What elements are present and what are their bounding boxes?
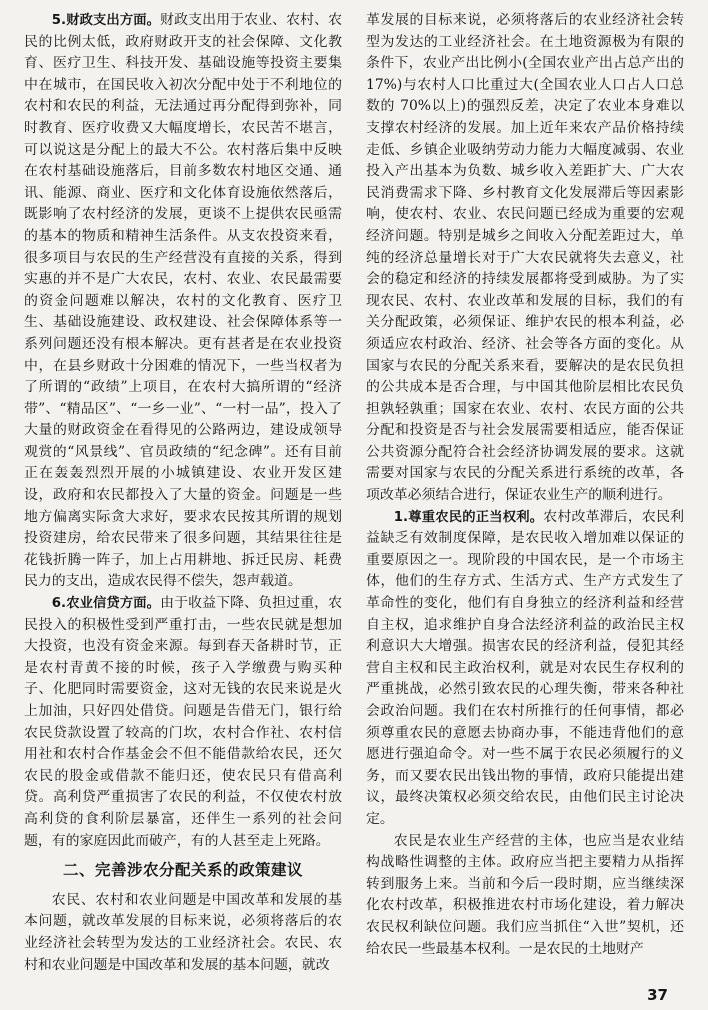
section-heading: 二、完善涉农分配关系的政策建议 (62, 861, 303, 880)
page-number: 37 (647, 986, 668, 1004)
paragraph-farmer-subject: 农民是农业生产经营的主体，也应当是农业结构战略性调整的主体。政府应当把主要精力从指挥转到服务上来。当前和今后一段时期，应当继续深化农村改革，积极推进农村市场化建设，着力解决农民权利缺位问题。我们应当抓住“入世”契机，还给农民一些最基本权利。一是农民的土地财产 (366, 832, 684, 957)
paragraph-continued: 革发展的目标来说，必须将落后的农业经济社会转型为发达的工业经济社会。在土地资源极为有限的条件下，农业产出比例小(全国农业产出占总产出的 17%)与农村人口比重过大(全国农业人口占人口总数的 70%以上)的强烈反差，决定了农业本身难以支撑农村经济的发展。加上近年来农产品价格持续走低、乡镇企业吸纳劳动力能力大幅度减弱、农业投入产出基本为负数、城乡收入差距扩大、广大农民消费需求下降、乡村教育文化发展滞后等因素影响，使农村、农业、农民问题已经成为重要的宏观经济问题。特别是城乡之间收入分配差距过大，单纯的经济总量增长对于广大农民就将失去意义，社会的稳定和经济的持续发展都将受到威胁。为了实现农民、农村、农业改革和发展的目标，我们的有关分配政策，必须保证、维护农民的根本利益，必须适应农村政治、经济、社会等各方面的变化。从国家与农民的分配关系来看，要解决的是农民负担的公共成本是否合理，与中国其他阶层相比农民负担孰轻孰重；国家在农业、农村、农民方面的公共分配和投资是否与社会发展需要相适应，能否保证公共资源分配符合社会经济协调发展的要求。这就需要对国家与农民的分配关系进行系统的改革，各项改革必须结合进行，保证农业生产的顺利进行。 (366, 12, 684, 504)
paragraph-text: 由于收益下降、负担过重，农民投入的积极性受到严重打击，一些农民就是想加大投资，也没有资金来源。每到春天备耕时节，正是农村青黄不接的时候，孩子入学缴费与购买种子、化肥同时需要资金，这对无钱的农民来说是火上加油，只好四处借贷。问题是告借无门，银行给农民贷款设置了较高的门坎，农村合作社、农村信用社和农村合作基金会不但不能借款给农民，还欠农民的股金或借款不能归还，使农民只有借高利贷。高利贷严重损害了农民的利益，不仅使农村放高利贷的食利阶层暴富，还伴生一系列的社会问题，有的家庭因此而破产，有的人甚至走上死路。 (24, 595, 342, 849)
paragraph-agricultural-credit (24, 593, 342, 852)
paragraph-label: 6.农业信贷方面。 (51, 596, 161, 612)
paragraph-text: 财政支出用于农业、农村、农民的比例太低，政府财政开支的社会保障、文化教育、医疗卫生、科技开发、基础设施等投资主要集中在城市，在国民收入初次分配中处于不利地位的农村和农民的利益，无法通过再分配得到弥补，同时教育、医疗收费又大幅度增长，农民苦不堪言，可以说这是分配上的最大不公。农村落后集中反映在农村基础设施落后，目前多数农村地区交通、通讯、能源、商业、医疗和文化体育设施依然落后，既影响了农村经济的发展，更谈不上提供农民亟需的基本的物质和精神生活条件。从支农投资来看，很多项目与农民的生产经营没有直接的关系，得到实惠的并不是广大农民，农村、农业、农民最需要的资金问题难以解决，农村的文化教育、医疗卫生、基础设施建设、政权建设、社会保障体系等一系列问题还没有根本解决。更有甚者是在农业投资中，在县乡财政十分困难的情况下，一些当权者为了所谓的“政绩”上项目，在农村大搞所谓的“经济带”、“精品区”、“一乡一业”、“一村一品”，投入了大量的财政资金在看得见的公路两边，建设成领导观赏的“风景线”、官员政绩的“纪念碑”。还有目前正在轰轰烈烈开展的小城镇建设、农业开发区建设，政府和农民都投入了大量的资金。问题是一些地方偏离实际贪大求好，要求农民按其所谓的规划投资建房，给农民带来了很多问题，其结果往往是花钱折腾一阵子，加上占用耕地、拆迁民房、耗费民力的支出，造成农民得不偿失，怨声载道。 (24, 12, 342, 590)
left-column (24, 10, 342, 976)
paragraph-text: 农村改革滞后，农民利益缺乏有效制度保障，是农民收入增加难以保证的重要原因之一。现阶段的中国农民，是一个市场主体，他们的生存方式、生活方式、生产方式发生了革命性的变化，他们有自身独立的经济利益和经营自主权，追求维护自身合法经济利益的政治民主权利意识大大增强。损害农民的经济利益，侵犯其经营自主权和民主政治权利，就是对农民生存权利的严重挑战，必然引致农民的心理失衡，带来各种社会政治问题。我们在农村所推行的任何事情，都必须尊重农民的意愿去协商办事，不能违背他们的意愿进行强迫命令。对一些不属于农民必须履行的义务，而又要农民出钱出物的事情，政府只能提出建议，最终决策权必须交给农民，由他们民主讨论决定。 (366, 508, 684, 827)
paragraph-respect-rights (366, 507, 684, 831)
right-column (366, 10, 684, 960)
paragraph-label: 1.尊重农民的正当权利。 (393, 509, 544, 525)
paragraph-fiscal-expenditure (24, 10, 342, 593)
paragraph-intro: 农民、农村和农业问题是中国改革和发展的基本问题，就改革发展的目标来说，必须将落后的农业经济社会转型为发达的工业经济社会。农民、农村和农业问题是中国改革和发展的基本问题，就改 (24, 891, 342, 973)
paragraph-label: 5.财政支出方面。 (51, 13, 161, 28)
